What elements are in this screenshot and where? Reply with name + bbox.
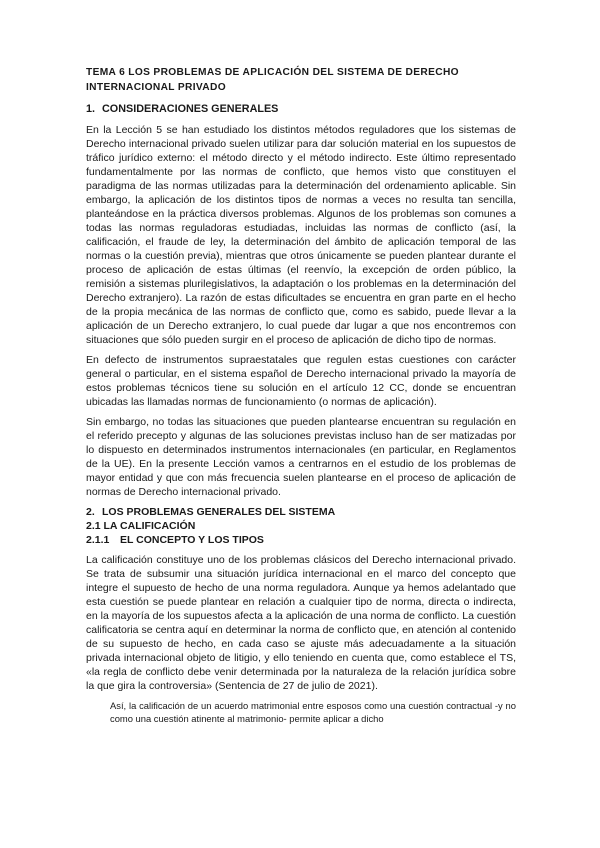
document-page: [86, 66, 516, 725]
subsection-heading: 2.1 LA CALIFICACIÓN: [86, 520, 196, 532]
section-2-title: LOS PROBLEMAS GENERALES DEL SISTEMA: [102, 506, 336, 518]
paragraph-1: En la Lección 5 se han estudiado los distintos métodos reguladores que los sistemas de Derecho internacional privado suelen utilizar para dar solución material en los supuestos de tráfico jurídico externo: el método directo y el método indirecto. Este último representado fundamentalmente por las normas de conflicto, que hemos visto que constituyen el paradigma de las normas utilizadas para la determinación del ordenamiento aplicable. Sin embargo, la aplicación de los distintos tipos de normas a veces no resulta tan sencilla, planteándose en la práctica diversos problemas. Algunos de los problemas son comunes a todas las normas reguladoras estudiadas, incluidas las normas de conflicto (así, la calificación, el fraude de ley, la determinación del ámbito de aplicación temporal de las normas o la cuestión previa), mientras que otros únicamente se pueden plantear durante el proceso de aplicación de estas últimas (el reenvío, la excepción de orden público, la remisión a sistemas plurilegislativos, la adaptación o los problemas en la determinación del Derecho extranjero). La razón de estas dificultades se encuentra en gran parte en el hecho de la propia mecánica de las normas de conflicto que, como es sabido, puede llevar a la aplicación de un Derecho extranjero, lo cual puede dar lugar a que nos encontremos con situaciones que sólo pueden surgir en el proceso de aplicación de dicho tipo de normas.: [86, 124, 516, 346]
section-1-heading: [86, 102, 516, 116]
section-1-title: CONSIDERACIONES GENERALES: [102, 103, 279, 115]
section-1-number: 1.: [86, 103, 96, 115]
paragraph-4: La calificación constituye uno de los problemas clásicos del Derecho internacional privado. Se trata de subsumir una situación jurídica internacional en el marco del concepto que integre el supuesto de hecho de una norma reguladora. Aunque ya hemos adelantado que esta cuestión se puede plantear en relación a cualquier tipo de norma, directa o indirecta, en la mayoría de los supuestos afecta a la aplicación de una norma de conflicto. La cuestión calificatoria se centra aquí en determinar la norma de conflicto que, en atención al contenido de su supuesto de hecho, en cada caso se ajuste más adecuadamente a la situación privada internacional objeto de litigio, y ello teniendo en cuenta que, como establece el TS, «la regla de conflicto debe venir determinada por la naturaleza de la relación jurídica sobre la que gira la controversia» (Sentencia de 27 de julio de 2021).: [86, 554, 516, 692]
section-2-heading: [86, 505, 516, 519]
subsubsection-number: 2.1.1: [86, 534, 110, 546]
paragraph-2: En defecto de instrumentos supraestatales que regulen estas cuestiones con carácter general o particular, en el sistema español de Derecho internacional privado la mayoría de estos problemas técnicos tiene su solución en el artículo 12 CC, donde se encuentran ubicadas las llamadas normas de funcionamiento (o normas de aplicación).: [86, 354, 516, 408]
document-title: TEMA 6 LOS PROBLEMAS DE APLICACIÓN DEL SISTEMA DE DERECHO INTERNACIONAL PRIVADO: [86, 67, 459, 93]
paragraph-3: Sin embargo, no todas las situaciones que pueden plantearse encuentran su regulación en el referido precepto y algunas de las soluciones previstas incluso han de ser matizadas por lo dispuesto en determinados instrumentos internacionales (en particular, en Reglamentos de la UE). En la presente Lección vamos a centrarnos en el estudio de los problemas de mayor entidad y que con más frecuencia suelen plantearse en el proceso de aplicación de normas de Derecho internacional privado.: [86, 416, 516, 498]
subsubsection-title: EL CONCEPTO Y LOS TIPOS: [120, 534, 264, 546]
section-2-number: 2.: [86, 506, 95, 518]
subsubsection-heading: [86, 533, 516, 547]
indented-quote: Así, la calificación de un acuerdo matrimonial entre esposos como una cuestión contractual -y no como una cuestión atinente al matrimonio- permite aplicar a dicho: [110, 700, 516, 724]
